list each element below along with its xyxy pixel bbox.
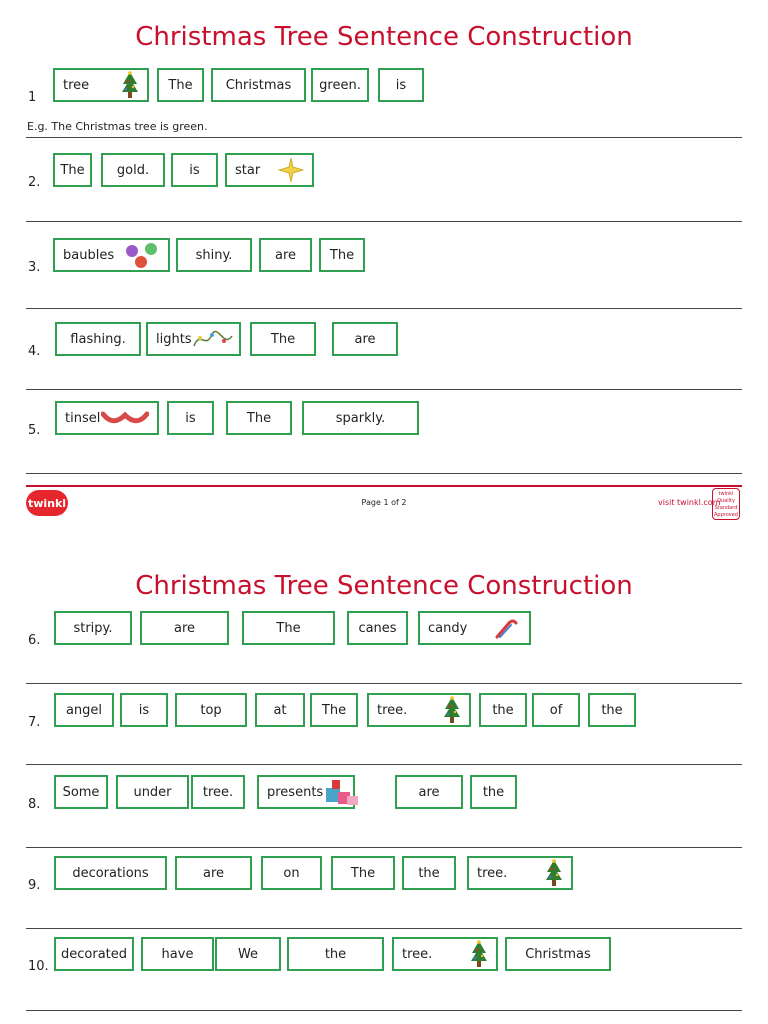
word-text: tinsel <box>65 410 101 426</box>
word-card[interactable] <box>54 937 134 971</box>
word-text: We <box>237 946 259 962</box>
word-text: The <box>321 702 347 718</box>
row-number: 3. <box>28 260 41 275</box>
word-card[interactable] <box>53 153 92 187</box>
word-card[interactable] <box>116 775 189 809</box>
word-text: is <box>138 702 150 718</box>
word-text: presents <box>267 784 324 800</box>
row-number: 4. <box>28 344 41 359</box>
word-card[interactable] <box>287 937 384 971</box>
word-card[interactable] <box>120 693 168 727</box>
word-card[interactable] <box>367 693 471 727</box>
word-card[interactable] <box>331 856 395 890</box>
row-number: 9. <box>28 878 41 893</box>
word-text: gold. <box>116 162 150 178</box>
word-card[interactable] <box>588 693 636 727</box>
word-card[interactable] <box>311 68 369 102</box>
row-number: 7. <box>28 715 41 730</box>
word-text: The <box>329 247 355 263</box>
word-card[interactable] <box>55 322 141 356</box>
word-card[interactable] <box>418 611 531 645</box>
presents-icon <box>323 778 361 806</box>
sentence-row <box>0 693 768 733</box>
word-text: is <box>189 162 200 178</box>
answer-line <box>26 221 742 222</box>
twinkl-logo: twinkl <box>26 490 68 516</box>
word-card[interactable] <box>226 401 292 435</box>
footer-divider <box>26 485 742 487</box>
sentence-row <box>0 68 768 108</box>
sentence-row <box>0 401 768 441</box>
word-card[interactable] <box>378 68 424 102</box>
row-number: 6. <box>28 633 41 648</box>
word-card[interactable] <box>211 68 306 102</box>
word-text: Christmas <box>225 77 292 93</box>
word-text: is <box>185 410 196 426</box>
word-card[interactable] <box>53 238 170 272</box>
word-text: top <box>200 702 222 718</box>
word-text: shiny. <box>195 247 233 263</box>
page-number: Page 1 of 2 <box>361 498 407 507</box>
word-text: the <box>324 946 347 962</box>
word-card[interactable] <box>261 856 322 890</box>
word-text: have <box>161 946 194 962</box>
word-card[interactable] <box>141 937 214 971</box>
christmas-tree-icon <box>470 939 488 969</box>
word-text: are <box>354 331 376 347</box>
row-number: 8. <box>28 797 41 812</box>
fairy-lights-icon <box>192 326 234 352</box>
word-card[interactable] <box>310 693 358 727</box>
word-card[interactable] <box>140 611 229 645</box>
answer-line <box>26 764 742 765</box>
sentence-row <box>0 153 768 193</box>
christmas-tree-icon <box>443 695 461 725</box>
word-card[interactable] <box>257 775 355 809</box>
word-text: under <box>133 784 172 800</box>
word-text: The <box>350 865 376 881</box>
word-card[interactable] <box>470 775 517 809</box>
answer-line <box>26 847 742 848</box>
word-card[interactable] <box>505 937 611 971</box>
word-card[interactable] <box>146 322 241 356</box>
word-text: Christmas <box>525 946 591 962</box>
word-text: tree <box>63 77 90 93</box>
word-card[interactable] <box>167 401 214 435</box>
star-icon <box>278 157 304 183</box>
word-card[interactable] <box>101 153 165 187</box>
answer-line <box>26 137 742 138</box>
word-text: tree. <box>202 784 234 800</box>
word-card[interactable] <box>347 611 408 645</box>
answer-line <box>26 473 742 474</box>
word-text: canes <box>358 620 397 636</box>
word-card[interactable] <box>157 68 204 102</box>
word-text: Some <box>62 784 100 800</box>
word-text: tree. <box>377 702 408 718</box>
word-card[interactable] <box>54 693 114 727</box>
word-text: are <box>418 784 440 800</box>
word-card[interactable] <box>532 693 580 727</box>
word-card[interactable] <box>395 775 463 809</box>
tinsel-icon <box>101 409 149 427</box>
row-number: 1 <box>28 90 37 105</box>
word-text: tree. <box>402 946 433 962</box>
word-text: are <box>274 247 297 263</box>
word-text: The <box>246 410 272 426</box>
word-card[interactable] <box>53 68 149 102</box>
word-card[interactable] <box>54 775 108 809</box>
visit-link: visit twinkl.com <box>658 498 721 507</box>
answer-line <box>26 308 742 309</box>
word-text: the <box>482 784 505 800</box>
quality-badge: twinkl Quality Standard Approved <box>712 488 740 520</box>
word-text: The <box>168 77 193 93</box>
word-text: are <box>173 620 196 636</box>
word-text: The <box>270 331 296 347</box>
candy-cane-icon <box>491 615 521 641</box>
word-card[interactable] <box>175 693 247 727</box>
answer-line <box>26 683 742 684</box>
sentence-row <box>0 238 768 278</box>
row-number: 2. <box>28 175 41 190</box>
word-card[interactable] <box>319 238 365 272</box>
word-text: of <box>549 702 563 718</box>
sentence-row <box>0 937 768 977</box>
word-text: The <box>276 620 301 636</box>
example-sentence: E.g. The Christmas tree is green. <box>27 120 208 133</box>
christmas-tree-icon <box>121 70 139 100</box>
sentence-row <box>0 775 768 815</box>
row-number: 5. <box>28 423 41 438</box>
word-text: baubles <box>63 247 115 263</box>
word-card[interactable] <box>259 238 312 272</box>
word-text: at <box>273 702 287 718</box>
word-text: star <box>235 162 261 178</box>
page-title-2: Christmas Tree Sentence Construction <box>135 571 633 601</box>
word-text: tree. <box>477 865 508 881</box>
word-text: The <box>60 162 85 178</box>
row-number: 10. <box>28 959 49 974</box>
word-text: the <box>418 865 440 881</box>
word-text: is <box>395 77 407 93</box>
word-text: candy <box>428 620 468 636</box>
word-card[interactable] <box>215 937 281 971</box>
word-text: on <box>283 865 300 881</box>
word-text: decorations <box>72 865 149 881</box>
word-text: are <box>202 865 225 881</box>
word-text: stripy. <box>73 620 113 636</box>
word-text: green. <box>319 77 361 93</box>
word-card[interactable] <box>479 693 527 727</box>
word-card[interactable] <box>54 856 167 890</box>
word-text: angel <box>65 702 103 718</box>
answer-line <box>26 389 742 390</box>
sentence-row <box>0 611 768 651</box>
sentence-row <box>0 322 768 362</box>
sentence-row <box>0 856 768 896</box>
word-card[interactable] <box>302 401 419 435</box>
word-card[interactable] <box>242 611 335 645</box>
word-card[interactable] <box>402 856 456 890</box>
word-card[interactable] <box>171 153 218 187</box>
word-text: decorated <box>61 946 128 962</box>
word-card[interactable] <box>255 693 305 727</box>
answer-line <box>26 928 742 929</box>
word-card[interactable] <box>191 775 245 809</box>
word-card[interactable] <box>175 856 252 890</box>
word-card[interactable] <box>54 611 132 645</box>
word-card[interactable] <box>176 238 252 272</box>
word-card[interactable] <box>55 401 159 435</box>
word-card[interactable] <box>392 937 498 971</box>
word-card[interactable] <box>225 153 314 187</box>
baubles-icon <box>124 240 160 270</box>
word-text: lights <box>156 331 192 347</box>
word-card[interactable] <box>332 322 398 356</box>
word-text: flashing. <box>70 331 126 347</box>
christmas-tree-icon <box>545 858 563 888</box>
answer-line <box>26 1010 742 1011</box>
word-text: sparkly. <box>335 410 386 426</box>
word-text: the <box>601 702 623 718</box>
word-card[interactable] <box>250 322 316 356</box>
page-title-1: Christmas Tree Sentence Construction <box>135 22 633 52</box>
word-card[interactable] <box>467 856 573 890</box>
word-text: the <box>492 702 514 718</box>
